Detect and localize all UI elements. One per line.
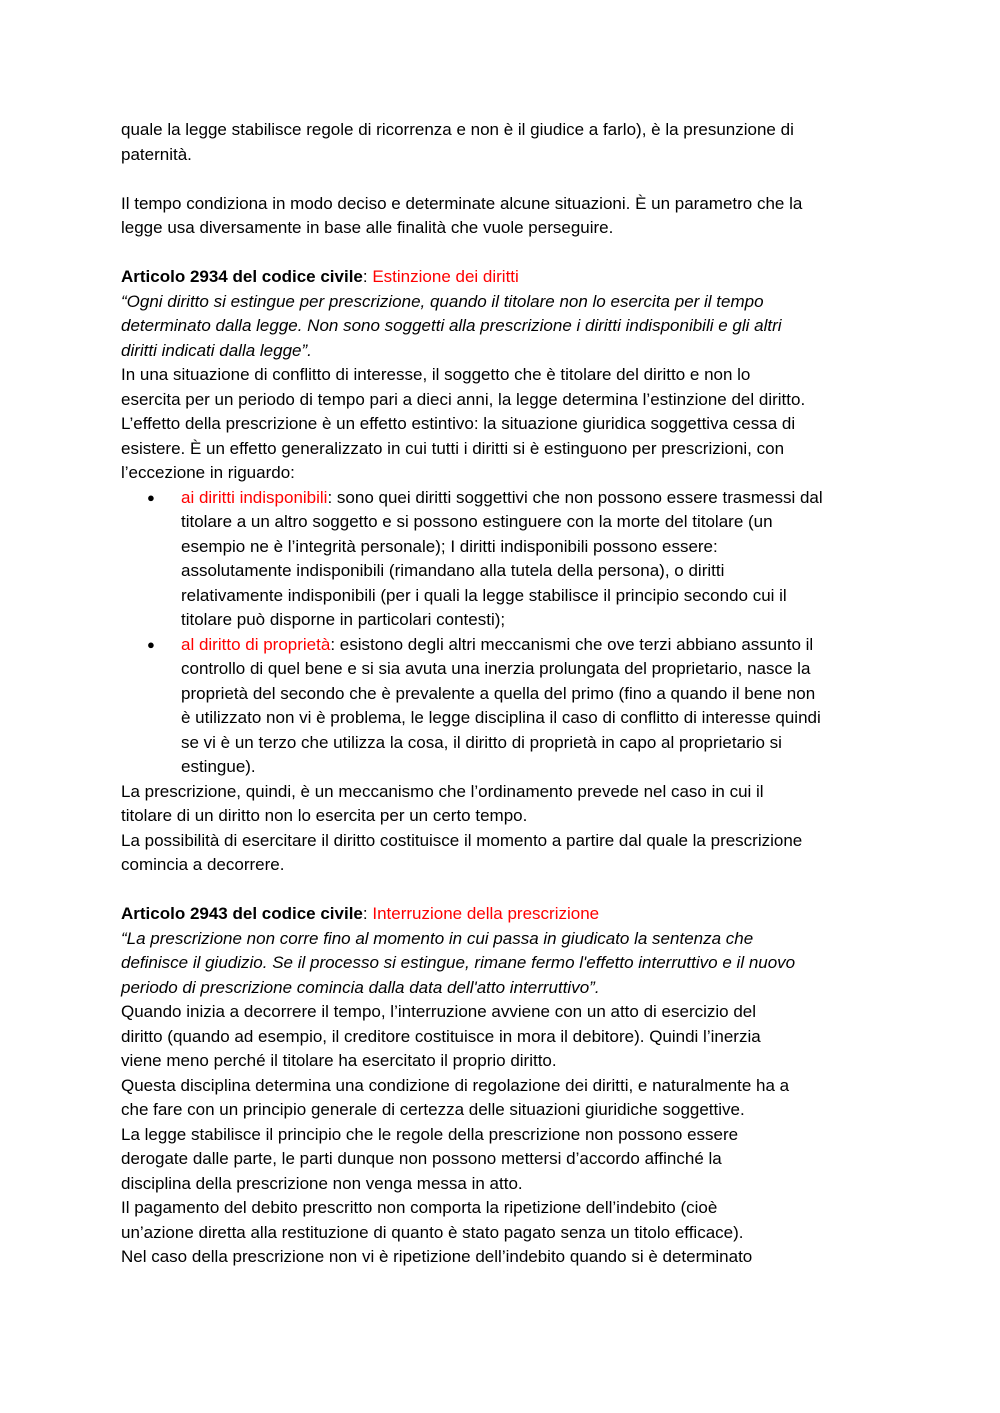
text-line: quale la legge stabilisce regole di ricorrenza e non è il giudice a farlo), è la presunzione di [121,120,794,139]
article-2934-section [121,265,891,878]
bullet-line: controllo di quel bene e si sia avuta una inerzia prolungata del proprietario, nasce la [181,659,811,678]
bullet-text: : esistono degli altri meccanismi che ove terzi abbiano assunto il [330,634,814,654]
bullet-icon: ● [147,636,155,652]
quote-line: “La prescrizione non corre fino al momento in cui passa in giudicato la sentenza che [121,928,754,948]
paragraph-time [121,192,891,241]
text-line: che fare con un principio generale di certezza delle situazioni giuridiche soggettive. [121,1100,745,1119]
bullet-line: è utilizzato non vi è problema, le legge disciplina il caso di conflitto di interesse quindi [181,708,821,727]
paragraph-gap [121,167,891,192]
article-title: Estinzione dei diritti [372,267,519,286]
list-item [121,633,891,780]
page-content [121,118,891,1270]
bullet-line: titolare può disporne in particolari contesti); [181,610,506,629]
paragraph-gap [121,878,891,903]
text-line: l’eccezione in riguardo: [121,463,295,482]
article-heading [121,902,891,927]
quote-line: definisce il giudizio. Se il processo si estingue, rimane fermo l'effetto interruttivo e il nuovo [121,953,796,972]
bullet-line: se vi è un terzo che utilizza la cosa, il diritto di proprietà in capo al proprietario si [181,732,782,752]
quote-line: periodo di prescrizione comincia dalla data dell'atto interruttivo”. [121,977,600,997]
bullet-line: relativamente indisponibili (per i quali la legge stabilisce il principio secondo cui il [181,585,787,605]
paragraph-gap [121,241,891,266]
text-line: esistere. È un effetto generalizzato in cui tutti i diritti si è estinguono per prescrizioni, con [121,438,785,458]
text-line: paternità. [121,144,192,164]
text-line: legge usa diversamente in base alle finalità che vuole perseguire. [121,218,614,237]
bullet-line: esempio ne è l’integrità personale); I diritti indisponibili possono essere: [181,536,718,556]
bullet-line: assolutamente indisponibili (rimandano alla tutela della persona), o diritti [181,561,725,580]
text-line: Nel caso della prescrizione non vi è ripetizione dell’indebito quando si è determinato [121,1247,753,1266]
text-line: diritto (quando ad esempio, il creditore costituisce in mora il debitore). Quindi l’inerzia [121,1026,761,1046]
text-line: disciplina della prescrizione non venga messa in atto. [121,1173,523,1193]
paragraph-intro [121,118,891,167]
bullet-list [121,486,891,780]
article-2943-section [121,902,891,1270]
text-line: La possibilità di esercitare il diritto costituisce il momento a partire dal quale la prescrizione [121,830,803,850]
text-line: derogate dalle parte, le parti dunque non possono mettersi d’accordo affinché la [121,1149,722,1168]
bullet-first-line [121,486,891,511]
quote-line: “Ogni diritto si estingue per prescrizione, quando il titolare non lo esercita per il tempo [121,291,764,311]
quote-line: determinato dalla legge. Non sono soggetti alla prescrizione i diritti indisponibili e gli altri [121,316,782,335]
article-body [121,363,891,486]
article-quote [121,290,891,364]
article-body [121,1000,891,1270]
bullet-first-line [121,633,891,658]
text-line: viene meno perché il titolare ha esercitato il proprio diritto. [121,1051,557,1070]
bullet-line: titolare a un altro soggetto e si possono estinguere con la morte del titolare (un [181,512,773,531]
text-line: Quando inizia a decorrere il tempo, l’interruzione avviene con un atto di esercizio del [121,1002,757,1021]
text-line: In una situazione di conflitto di interesse, il soggetto che è titolare del diritto e non lo [121,365,751,384]
text-line: Questa disciplina determina una condizione di regolazione dei diritti, e naturalmente ha a [121,1075,790,1095]
article-heading [121,265,891,290]
text-line: Il pagamento del debito prescritto non comporta la ripetizione dell’indebito (cioè [121,1198,718,1217]
bullet-icon: ● [147,489,155,505]
text-line: La legge stabilisce il principio che le regole della prescrizione non possono essere [121,1124,739,1144]
article-quote [121,927,891,1001]
quote-line: diritti indicati dalla legge”. [121,340,312,360]
bullet-text: : sono quei diritti soggettivi che non possono essere trasmessi dal [327,487,823,507]
text-line: La prescrizione, quindi, è un meccanismo che l’ordinamento prevede nel caso in cui il [121,781,764,801]
article-conclusion [121,780,891,878]
text-line: titolare di un diritto non lo esercita per un certo tempo. [121,806,528,825]
text-line: un’azione diretta alla restituzione di quanto è stato pagato senza un titolo efficace). [121,1222,744,1242]
text-line: comincia a decorrere. [121,855,285,874]
text-line: esercita per un periodo di tempo pari a dieci anni, la legge determina l’estinzione del diritto. [121,389,806,409]
heading-separator: : [362,267,373,286]
article-title: Interruzione della prescrizione [372,904,600,923]
text-line: Il tempo condiziona in modo deciso e determinate alcune situazioni. È un parametro che la [121,193,803,213]
bullet-line: proprietà del secondo che è prevalente a quella del primo (fino a quando il bene non [181,683,816,703]
article-number: Articolo 2943 del codice civile [121,904,363,923]
article-number: Articolo 2934 del codice civile [121,267,363,286]
bullet-term: al diritto di proprietà [181,634,331,654]
bullet-term: ai diritti indisponibili [181,487,328,507]
text-line: L’effetto della prescrizione è un effetto estintivo: la situazione giuridica soggettiva cessa di [121,414,796,433]
heading-separator: : [362,904,373,923]
list-item [121,486,891,633]
bullet-line: estingue). [181,757,256,776]
